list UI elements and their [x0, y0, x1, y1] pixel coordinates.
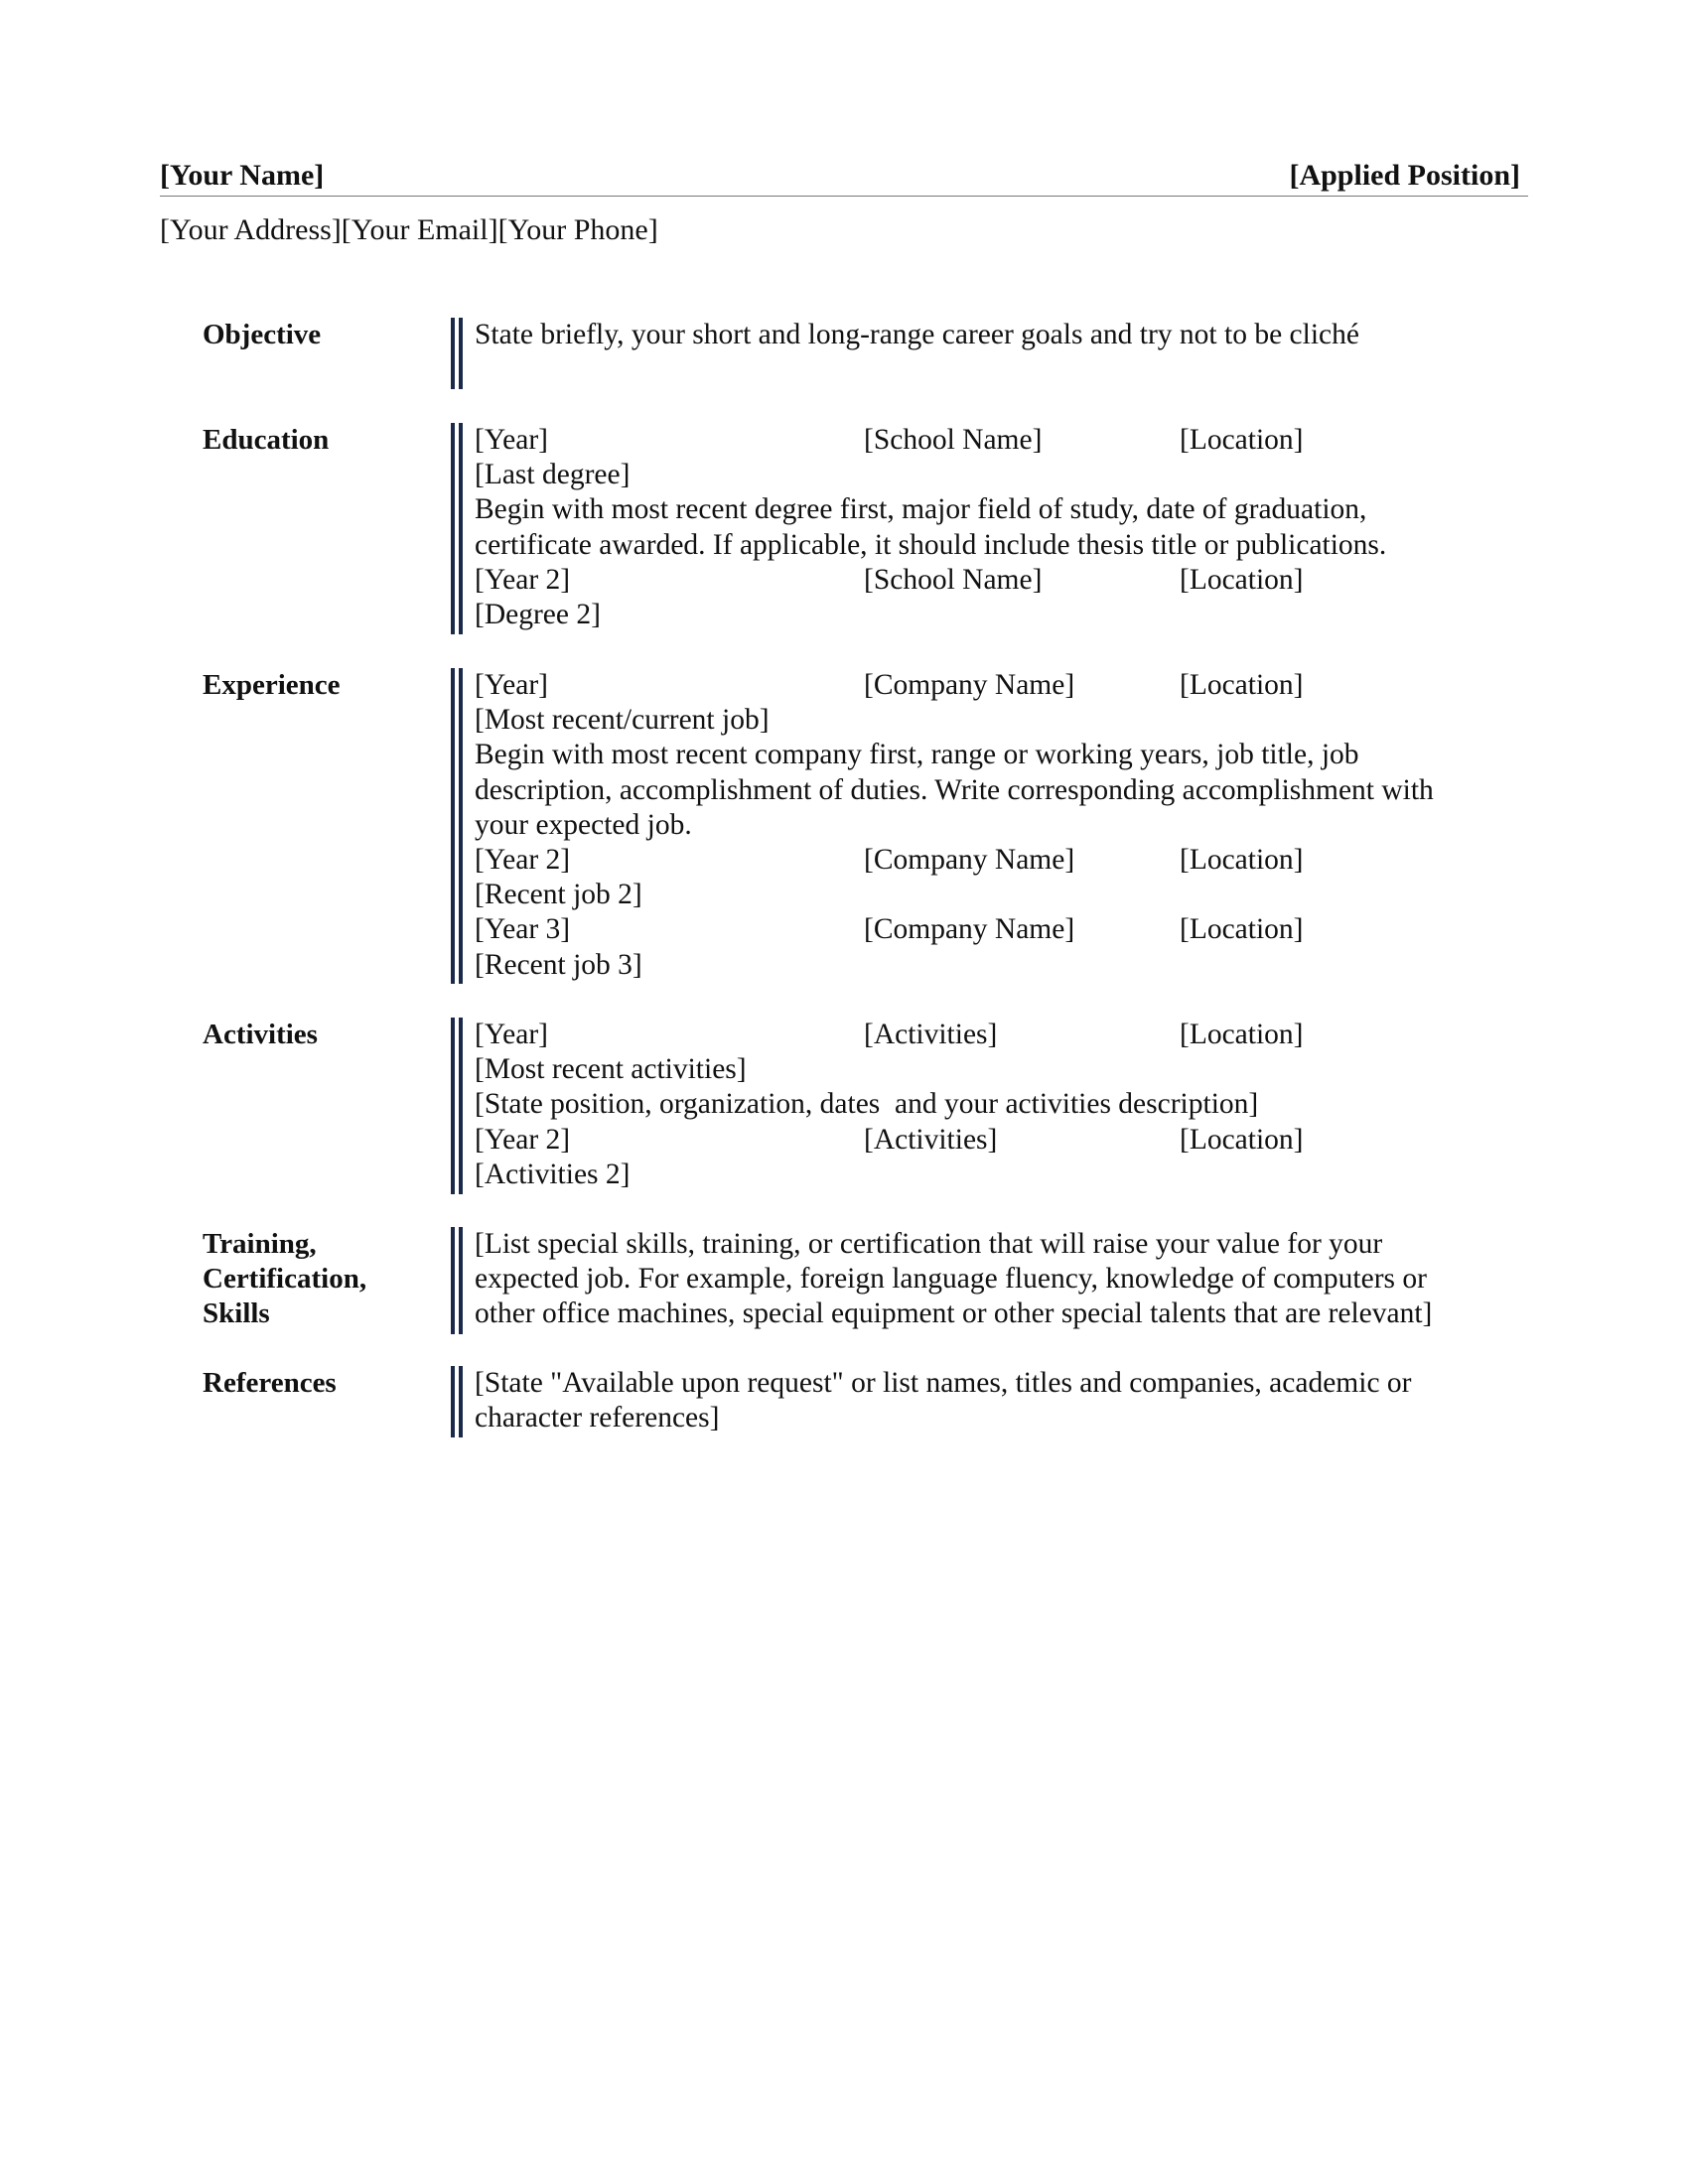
activities-year: [Year 2]	[475, 1123, 571, 1156]
section-education	[203, 423, 1533, 634]
experience-year: [Year 3]	[475, 913, 571, 946]
objective-content	[475, 318, 1537, 352]
experience-job: [Recent job 2]	[475, 879, 642, 911]
experience-entry-1	[475, 668, 1537, 703]
education-description-line: Begin with most recent degree first, major field of study, date of graduation,	[475, 493, 1367, 526]
references-text-line: [State "Available upon request" or list names, titles and companies, academic or	[475, 1367, 1412, 1399]
section-training	[203, 1227, 1533, 1334]
header-rule	[160, 196, 1528, 197]
experience-entry-3	[475, 912, 1537, 947]
education-degree: [Last degree]	[475, 459, 631, 491]
experience-description-line: description, accomplishment of duties. Write corresponding accomplishment with	[475, 773, 1434, 806]
education-degree: [Degree 2]	[475, 598, 601, 630]
activities-title: [Activities 2]	[475, 1158, 631, 1190]
education-entry-1	[475, 423, 1537, 458]
education-entry-2	[475, 563, 1537, 598]
section-label-objective: Objective	[203, 319, 322, 350]
references-content	[475, 1366, 1537, 1435]
section-divider-bars	[451, 1366, 467, 1437]
experience-year: [Year 2]	[475, 843, 571, 876]
training-text-line: [List special skills, training, or certification that will raise your value for your	[475, 1228, 1383, 1260]
section-label-activities: Activities	[203, 1019, 318, 1050]
section-label-references: References	[203, 1367, 337, 1399]
education-description-line: certificate awarded. If applicable, it should include thesis title or publications.	[475, 528, 1387, 561]
education-location: [Location]	[1180, 424, 1304, 456]
header	[160, 156, 1520, 196]
section-label-line: Certification,	[203, 1263, 367, 1295]
activities-entry-2	[475, 1123, 1537, 1158]
experience-job: [Recent job 3]	[475, 948, 642, 981]
section-divider-bars	[451, 318, 467, 389]
section-label-line: Training,	[203, 1228, 317, 1260]
contact-info: [Your Address][Your Email][Your Phone]	[160, 213, 658, 246]
activities-name: [Activities]	[864, 1123, 998, 1156]
section-label-line: Skills	[203, 1297, 270, 1329]
activities-description: [State position, organization, dates and your activities description]	[475, 1088, 1259, 1121]
education-year: [Year 2]	[475, 563, 571, 596]
experience-company: [Company Name]	[864, 669, 1075, 701]
experience-company: [Company Name]	[864, 843, 1075, 876]
section-experience	[203, 668, 1533, 984]
training-text-line: other office machines, special equipment or other special talents that are relevant]	[475, 1297, 1433, 1330]
education-school: [School Name]	[864, 424, 1043, 456]
references-text-line: character references]	[475, 1402, 720, 1434]
experience-location: [Location]	[1180, 843, 1304, 876]
experience-content	[475, 668, 1537, 983]
experience-company: [Company Name]	[864, 913, 1075, 946]
education-year: [Year]	[475, 424, 549, 456]
activities-entry-1	[475, 1018, 1537, 1052]
section-divider-bars	[451, 668, 467, 984]
education-content	[475, 423, 1537, 632]
experience-description-line: Begin with most recent company first, range or working years, job title, job	[475, 739, 1359, 771]
section-label-training	[203, 1227, 441, 1331]
experience-description-line: your expected job.	[475, 808, 692, 841]
activities-content	[475, 1018, 1537, 1192]
section-divider-bars	[451, 1018, 467, 1194]
experience-job: [Most recent/current job]	[475, 704, 770, 737]
your-name: [Your Name]	[160, 159, 325, 192]
section-activities	[203, 1018, 1533, 1194]
objective-text: State briefly, your short and long-range career goals and try not to be cliché	[475, 319, 1359, 350]
activities-location: [Location]	[1180, 1123, 1304, 1156]
activities-name: [Activities]	[864, 1019, 998, 1050]
activities-title: [Most recent activities]	[475, 1053, 747, 1086]
training-content	[475, 1227, 1537, 1332]
education-location: [Location]	[1180, 563, 1304, 596]
section-references	[203, 1366, 1533, 1437]
activities-year: [Year]	[475, 1019, 549, 1050]
experience-entry-2	[475, 843, 1537, 878]
section-objective	[203, 318, 1533, 389]
training-text-line: expected job. For example, foreign language fluency, knowledge of computers or	[475, 1263, 1427, 1296]
applied-position: [Applied Position]	[1289, 159, 1520, 192]
experience-location: [Location]	[1180, 913, 1304, 946]
education-school: [School Name]	[864, 563, 1043, 596]
section-divider-bars	[451, 1227, 467, 1334]
experience-location: [Location]	[1180, 669, 1304, 701]
section-divider-bars	[451, 423, 467, 634]
section-label-experience: Experience	[203, 669, 341, 701]
activities-location: [Location]	[1180, 1019, 1304, 1050]
experience-year: [Year]	[475, 669, 549, 701]
section-label-education: Education	[203, 424, 330, 456]
